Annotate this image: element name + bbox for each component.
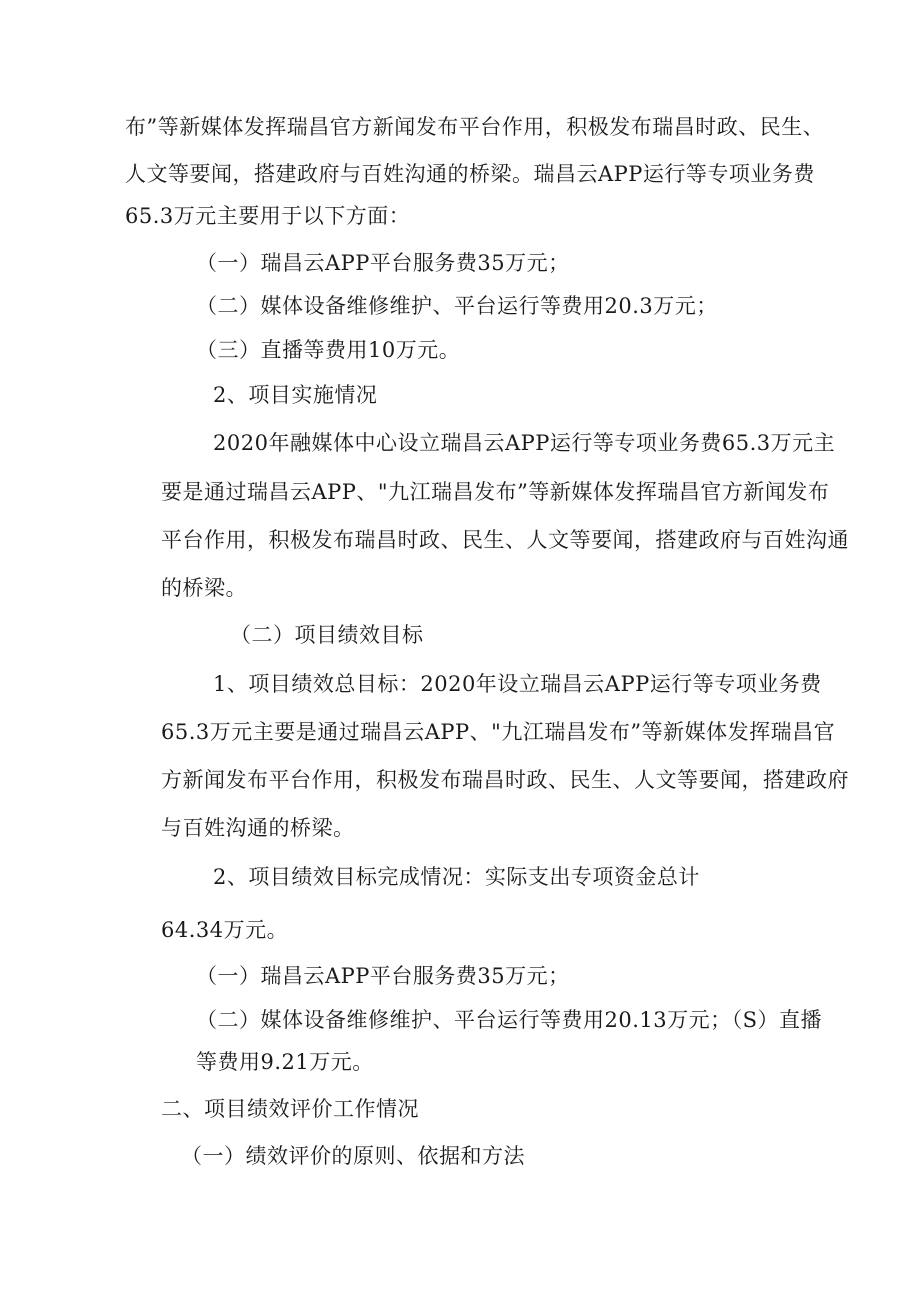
body-text-line: 与百姓沟通的桥梁。 bbox=[161, 816, 355, 840]
body-text-line: 要是通过瑞昌云APP、"九江瑞昌发布”等新媒体发挥瑞昌官方新闻发布 bbox=[161, 480, 830, 504]
body-text-line: 人文等要闻，搭建政府与百姓沟通的桥梁。瑞昌云APP运行等专项业务费 bbox=[125, 162, 815, 186]
body-text-line: 65.3万元主要是通过瑞昌云APP、"九江瑞昌发布”等新媒体发挥瑞昌官 bbox=[161, 720, 836, 744]
section-heading: （一）绩效评价的原则、依据和方法 bbox=[181, 1144, 525, 1168]
list-item: （二）媒体设备维修维护、平台运行等费用20.13万元；（S）直播 bbox=[196, 1008, 823, 1032]
body-text-line: 2、项目绩效目标完成情况：实际支出专项资金总计 bbox=[213, 865, 700, 889]
list-item: （一）瑞昌云APP平台服务费35万元； bbox=[196, 964, 570, 988]
body-text-line: 平台作用，积极发布瑞昌时政、民生、人文等要闻，搭建政府与百姓沟通 bbox=[161, 528, 849, 552]
list-item: （三）直播等费用10万元。 bbox=[196, 338, 461, 362]
body-text-line: 方新闻发布平台作用，积极发布瑞昌时政、民生、人文等要闻，搭建政府 bbox=[161, 768, 849, 792]
body-text-line: 2020年融媒体中心设立瑞昌云APP运行等专项业务费65.3万元主 bbox=[213, 431, 836, 455]
list-item: 等费用9.21万元。 bbox=[196, 1050, 374, 1074]
section-heading: 二、项目绩效评价工作情况 bbox=[161, 1097, 419, 1121]
list-item: （一）瑞昌云APP平台服务费35万元； bbox=[196, 251, 570, 275]
body-text-line: 1、项目绩效总目标：2020年设立瑞昌云APP运行等专项业务费 bbox=[213, 672, 822, 696]
body-text-line: 的桥梁。 bbox=[161, 576, 247, 600]
body-text-line: 64.34万元。 bbox=[161, 918, 289, 942]
section-heading: 2、项目实施情况 bbox=[213, 383, 378, 407]
body-text-line: 布”等新媒体发挥瑞昌官方新闻发布平台作用，积极发布瑞昌时政、民生、 bbox=[125, 115, 825, 139]
section-heading: （二）项目绩效目标 bbox=[230, 623, 424, 647]
body-text-line: 65.3万元主要用于以下方面： bbox=[125, 204, 411, 228]
list-item: （二）媒体设备维修维护、平台运行等费用20.3万元； bbox=[196, 294, 718, 318]
